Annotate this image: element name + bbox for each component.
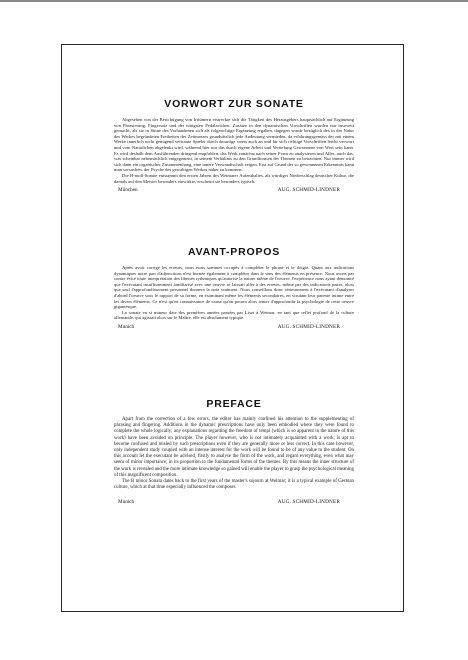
paragraph: Die H-moll-Sonate entstammt den ersten Jahren des Weimarer Aufenthaltes, als würdiger Niederschlag deutscher Kultur, die damals auf den Meister besonders einwirkte, erscheint sie besonders typisch. [114, 172, 354, 184]
paragraph: Apart from the correction of a few errors, the editor has mainly confined his attention to the supplementing of phrasing and fingering. Additions in the dynamic prescriptions have only been embodied where they were found to complete the whole logically; any explanations regarding the freedom of tempi (which is so apparent in the nature of this work) have been avoided on principle. The player however, who is not intimately acquainted with a work, is apt to become confused and misled by such prescriptions even if they are generally more or less correct. In this case however, only independent study coupled with an intense interest for the work will be found to be of any value to the student. On this account let the executant be advised, firstly to analyse the form of the work, and regard everything, even what may seem of minor importance, in its proportion to the fundamental forms of the themes. By this means the inner structure of the work is revealed and the more intimate knowledge so gained will enable the player to grasp the psychological meaning of this magnificent composition. [114, 417, 354, 478]
paragraph: Abgesehen von der Berichtigung von Irrtümern erstreckte sich die Tätigkeit des Herausgebers hauptsächlich auf Ergänzung von Phrasierung, Fingersatz und der nötigsten Pedalzeichen. Zusätze in den dynamischen Vorschriften wurden nur insoweit gemacht, als sie in Sinne des Vorhandenen sich als folgerichtige Ergänzung ergaben, dagegen wurde bezüglich des in der Natur des Werkes begründeten Freiheiten des Zeitmasses grundsätzlich jede Andeutung vermieden, da erfahrungsgemäss der mit einem Werke innerlich nicht genügend vertraute Spieler durch derartige wenn auch an und für sich richtige Vorschriften leicht verwirrt und vom Natürlichen abgelenkt wird, während hier nur das durch eigene Arbeit und Vertiefung Gewonnene von Wert sein kann. Es wird deshalb dem Ausführenden dringend empfohlen, das Werk zunächst nach seiner Form zu analysieren und Alles, auch das, was scheinbar nebensächlich entgegentritt, in seinem Verhältnis zu den Grundformen der Themen zu betrachten. Nur immer wird sich dann ein organischer Zusammenhang, eine innere Verwandtschaft zeigen. Erst auf Grund der so gewonnenen Erkenntnis kann man versuchen, der Psyche des gewaltigen Werkes näher zu kommen. [114, 117, 354, 173]
location: Munich [118, 499, 135, 506]
paragraph: La sonate en si mineur date des premières années passées par Liszt à Weimar, en tant que reflet profond de la culture allemande, qui agissait alors sur le Maître, elle est absolument typique. [114, 309, 354, 321]
section-title: VORWORT ZUR SONATE [164, 98, 304, 110]
section-english-preface [114, 398, 354, 505]
signature-line [114, 499, 354, 505]
paragraph: Après avoir corrigé les erreurs, nous nous sommes occupés à compléter le phrasé et le doigté. Quant aux indications dynamiques notre part d'adjonctions n'est bornée également à compléter dans le sens des éléments en présence. Nous avons par contre évité toute interprétation des libertés rythmiques qu'autorise la nature même de l'oeuvre, l'expérience nous ayant démontré que l'exécutant insuffisamment familiarisé avec une oeuvre se laissait aller à des erreurs, même par des indications justes, alors que seul l'approfondissement personnel donnera la note vraiment. Nous conseillons donc sérieusement à l'exécutant d'analyser d'abord l'oeuvre sous le rapport de sa forme, en examinant même les éléments secondaires, en scrutant leur parenté intime entre les divers éléments. Ce n'est qu'en connaissance de cause qu'on pourra alors tenter d'approfondir la psychologie de cette oeuvre gigantesque. [114, 265, 354, 310]
section-german-foreword [114, 98, 354, 193]
signature-line [114, 187, 354, 193]
signature: AUG. SCHMID-LINDNER [277, 323, 340, 330]
signature-line [114, 324, 354, 330]
section-french-foreword [114, 246, 354, 330]
section-title: AVANT-PROPOS [187, 246, 281, 258]
section-title: PREFACE [206, 398, 262, 410]
location: München [118, 187, 138, 194]
top-border-line [0, 0, 468, 2]
signature: AUG. SCHMID-LINDNER [277, 499, 340, 506]
paragraph: The B minor Sonata dates back to the first years of the master's sojourn at Weimar; it is a typical example of German culture, which at that time especially influenced the composer. [114, 479, 354, 491]
signature: AUG. SCHMID-LINDNER [277, 187, 340, 194]
location: Munich [118, 323, 135, 330]
